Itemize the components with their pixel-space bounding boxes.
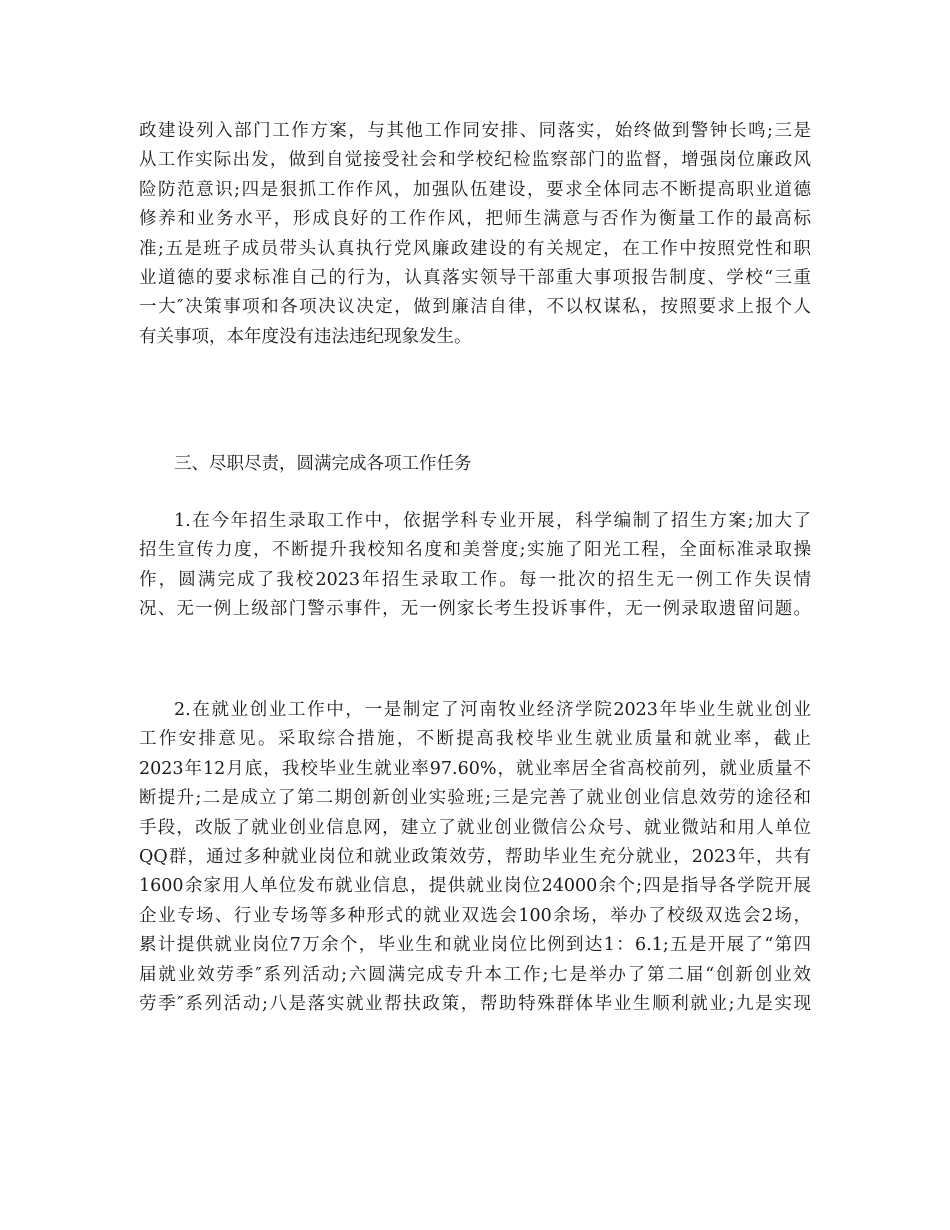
text-line: 政建设列入部门工作方案，与其他工作同安排、同落实，始终做到警钟长鸣;三是 [139,121,811,141]
text-line: 修养和业务水平，形成良好的工作作风，把师生满意与否作为衡量工作的最高标 [139,209,811,230]
text-line: 2023年12月底，我校毕业生就业率97.60%，就业率居全省高校前列，就业质量不 [139,758,811,779]
text-line: 作，圆满完成了我校2023年招生录取工作。每一批次的招生无一例工作失误情 [139,569,811,590]
text-line: 况、无一例上级部门警示事件，无一例家长考生投诉事件，无一例录取遗留问题。 [139,599,811,620]
text-line: 工作安排意见。采取综合措施，不断提高我校毕业生就业质量和就业率，截止 [139,729,811,750]
text-line: 劳季″系列活动;八是落实就业帮扶政策，帮助特殊群体毕业生顺利就业;九是实现 [139,993,811,1014]
paragraph-enrollment [139,507,811,625]
text-line: 有关事项，本年度没有违法违纪现象发生。 [139,326,472,347]
text-line: 手段，改版了就业创业信息网，建立了就业创业微信公众号、就业微站和用人单位 [139,817,811,838]
text-line: 招生宣传力度，不断提升我校知名度和美誉度;实施了阳光工程，全面标准录取操 [139,540,811,561]
text-line: 准;五是班子成员带头认真执行党风廉政建设的有关规定，在工作中按照党性和职 [139,238,811,259]
paragraph-party-conduct [139,117,811,352]
text-line: 1.在今年招生录取工作中，依据学科专业开展，科学编制了招生方案;加大了 [174,511,811,531]
text-line: QQ群，通过多种就业岗位和就业政策效劳，帮助毕业生充分就业，2023年，共有 [139,846,811,867]
text-line: 2.在就业创业工作中，一是制定了河南牧业经济学院2023年毕业生就业创业 [174,700,811,720]
text-line: 届就业效劳季″系列活动;六圆满完成专升本工作;七是举办了第二届“创新创业效 [139,964,811,985]
text-line: 一大″决策事项和各项决议决定，做到廉洁自律，不以权谋私，按照要求上报个人 [139,297,811,318]
text-line: 险防范意识;四是狠抓工作作风，加强队伍建设，要求全体同志不断提高职业道德 [139,179,811,200]
text-line: 企业专场、行业专场等多种形式的就业双选会100余场，举办了校级双选会2场， [139,905,811,926]
text-line: 累计提供就业岗位7万余个，毕业生和就业岗位比例到达1：6.1;五是开展了“第四 [139,935,811,956]
section-heading-text: 三、尽职尽责，圆满完成各项工作任务 [174,454,472,474]
text-line: 业道德的要求标准自己的行为，认真落实领导干部重大事项报告制度、学校“三重 [139,267,811,288]
text-line: 从工作实际出发，做到自觉接受社会和学校纪检监察部门的监督，增强岗位廉政风 [139,150,811,171]
section-heading [139,450,811,479]
text-line: 断提升;二是成立了第二期创新创业实验班;三是完善了就业创业信息效劳的途径和 [139,788,811,809]
paragraph-employment [139,696,811,1019]
text-line: 1600余家用人单位发布就业信息，提供就业岗位24000余个;四是指导各学院开展 [139,876,811,897]
